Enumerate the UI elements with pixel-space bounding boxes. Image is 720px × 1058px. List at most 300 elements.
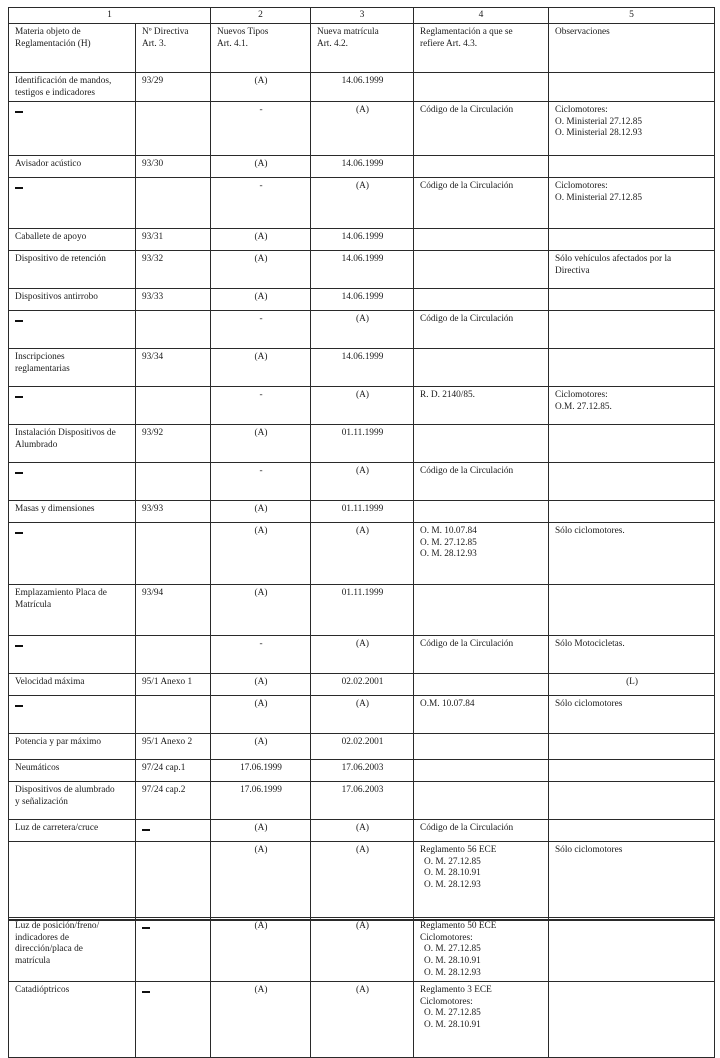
nueva-matricula-value: (A) bbox=[356, 823, 369, 834]
cell-directiva bbox=[136, 782, 211, 820]
nueva-matricula-value: (A) bbox=[356, 390, 369, 401]
table-row bbox=[9, 311, 715, 349]
reglamentacion-line: O. M. 27.12.85 bbox=[420, 537, 477, 548]
observaciones-line: O.M. 27.12.85. bbox=[555, 401, 612, 412]
table-row bbox=[9, 102, 715, 156]
nuevos-tipos-value: (A) bbox=[254, 677, 268, 688]
cell-directiva bbox=[136, 696, 211, 734]
directiva-value: 95/1 Anexo 1 bbox=[142, 677, 193, 688]
nueva-matricula-value: 02.02.2001 bbox=[341, 677, 384, 688]
nueva-matricula-value: 14.06.1999 bbox=[341, 159, 384, 170]
reglamentacion-line: O. M. 27.12.85 bbox=[424, 856, 481, 867]
reglamentacion-line: O. M. 28.10.91 bbox=[424, 868, 481, 879]
cell-nueva-matricula bbox=[311, 696, 414, 734]
cell-reglamentacion bbox=[414, 425, 549, 463]
materia-line: Masas y dimensiones bbox=[15, 504, 95, 515]
directiva-value: 93/33 bbox=[142, 292, 164, 303]
nuevos-tipos-value: (A) bbox=[254, 985, 268, 996]
cell-observaciones bbox=[549, 289, 715, 311]
table-row bbox=[9, 501, 715, 523]
cell-directiva bbox=[136, 73, 211, 102]
observaciones-line: Sólo ciclomotores bbox=[555, 845, 623, 856]
nuevos-tipos-value: 17.06.1999 bbox=[240, 785, 282, 796]
reglamentacion-line: Código de la Circulación bbox=[420, 823, 514, 834]
header-materia bbox=[9, 24, 136, 73]
cell-observaciones bbox=[549, 636, 715, 674]
observaciones-line: Sólo ciclomotores bbox=[555, 699, 623, 710]
dash-mark bbox=[15, 645, 23, 647]
header-line: Nueva matrícula bbox=[317, 27, 379, 37]
cell-nuevos-tipos bbox=[211, 425, 311, 463]
reglamentacion-line: Código de la Circulación bbox=[420, 314, 514, 325]
nuevos-tipos-value: (A) bbox=[254, 352, 268, 363]
cell-nuevos-tipos bbox=[211, 178, 311, 229]
cell-materia bbox=[9, 674, 136, 696]
cell-reglamentacion bbox=[414, 102, 549, 156]
cell-reglamentacion bbox=[414, 820, 549, 842]
nuevos-tipos-value: (A) bbox=[254, 428, 268, 439]
cell-materia bbox=[9, 734, 136, 760]
nuevos-tipos-value: (A) bbox=[254, 737, 268, 748]
dash-mark bbox=[15, 396, 23, 398]
cell-directiva bbox=[136, 636, 211, 674]
cell-directiva bbox=[136, 425, 211, 463]
header-observaciones bbox=[549, 24, 715, 73]
reglamentacion-line: O. M. 27.12.85 bbox=[424, 1008, 481, 1019]
cell-materia bbox=[9, 982, 136, 1058]
cell-materia bbox=[9, 760, 136, 782]
nuevos-tipos-value: - bbox=[259, 466, 263, 477]
cell-nuevos-tipos bbox=[211, 156, 311, 178]
header-nueva-matricula bbox=[311, 24, 414, 73]
materia-line: Alumbrado bbox=[15, 439, 58, 450]
materia-line: dirección/placa de bbox=[15, 944, 83, 955]
cell-nueva-matricula bbox=[311, 251, 414, 289]
materia-line: y señalización bbox=[15, 796, 68, 807]
cell-materia bbox=[9, 289, 136, 311]
cell-materia bbox=[9, 842, 136, 918]
cell-observaciones bbox=[549, 760, 715, 782]
cell-nuevos-tipos bbox=[211, 523, 311, 585]
nueva-matricula-value: (A) bbox=[356, 845, 369, 856]
cell-directiva bbox=[136, 842, 211, 918]
materia-line: testigos e indicadores bbox=[15, 87, 96, 98]
header-line: Nuevos Tipos bbox=[217, 27, 269, 37]
observaciones-line: Ciclomotores: bbox=[555, 390, 608, 401]
reglamentacion-line: Código de la Circulación bbox=[420, 181, 514, 192]
column-number: 3 bbox=[311, 8, 414, 24]
table-row bbox=[9, 696, 715, 734]
cell-reglamentacion bbox=[414, 311, 549, 349]
nuevos-tipos-value: (A) bbox=[254, 76, 268, 86]
cell-observaciones bbox=[549, 585, 715, 636]
table-row bbox=[9, 73, 715, 102]
nuevos-tipos-value: (A) bbox=[254, 588, 268, 599]
table-row bbox=[9, 585, 715, 636]
nuevos-tipos-value: - bbox=[259, 639, 263, 650]
table-row bbox=[9, 178, 715, 229]
header-line: Reglamentación a que se bbox=[420, 27, 513, 37]
column-number: 4 bbox=[414, 8, 549, 24]
directiva-value: 93/94 bbox=[142, 588, 164, 599]
nueva-matricula-value: 14.06.1999 bbox=[341, 254, 384, 265]
header-reglamentacion bbox=[414, 24, 549, 73]
cell-nuevos-tipos bbox=[211, 349, 311, 387]
cell-observaciones bbox=[549, 696, 715, 734]
cell-nuevos-tipos bbox=[211, 311, 311, 349]
cell-observaciones bbox=[549, 251, 715, 289]
table-row bbox=[9, 636, 715, 674]
table-row bbox=[9, 820, 715, 842]
cell-nueva-matricula bbox=[311, 585, 414, 636]
cell-nuevos-tipos bbox=[211, 636, 311, 674]
nuevos-tipos-value: (A) bbox=[254, 254, 268, 265]
cell-nueva-matricula bbox=[311, 102, 414, 156]
cell-materia bbox=[9, 782, 136, 820]
materia-line: Luz de carretera/cruce bbox=[15, 823, 99, 834]
cell-directiva bbox=[136, 463, 211, 501]
cell-observaciones bbox=[549, 229, 715, 251]
cell-nueva-matricula bbox=[311, 73, 414, 102]
cell-directiva bbox=[136, 229, 211, 251]
cell-reglamentacion bbox=[414, 387, 549, 425]
cell-nuevos-tipos bbox=[211, 102, 311, 156]
nueva-matricula-value: 14.06.1999 bbox=[341, 292, 384, 303]
nueva-matricula-value: (A) bbox=[356, 921, 369, 932]
observaciones-line: Ciclomotores: bbox=[555, 181, 608, 192]
materia-line: matrícula bbox=[15, 955, 51, 966]
materia-line: Inscripciones bbox=[15, 352, 65, 363]
cell-nueva-matricula bbox=[311, 387, 414, 425]
cell-nuevos-tipos bbox=[211, 251, 311, 289]
reglamentacion-line: O. M. 28.10.91 bbox=[424, 955, 481, 966]
directiva-value: 93/92 bbox=[142, 428, 164, 439]
header-line: Observaciones bbox=[555, 27, 610, 37]
nueva-matricula-value: (A) bbox=[356, 181, 369, 192]
cell-directiva bbox=[136, 820, 211, 842]
dash-mark bbox=[15, 472, 23, 474]
materia-line: Emplazamiento Placa de bbox=[15, 588, 107, 599]
reglamentacion-line: Código de la Circulación bbox=[420, 639, 514, 650]
cell-observaciones bbox=[549, 156, 715, 178]
cell-materia bbox=[9, 918, 136, 982]
cell-nueva-matricula bbox=[311, 982, 414, 1058]
nueva-matricula-value: 01.11.1999 bbox=[341, 588, 384, 599]
cell-nueva-matricula bbox=[311, 674, 414, 696]
cell-observaciones bbox=[549, 387, 715, 425]
cell-materia bbox=[9, 425, 136, 463]
cell-materia bbox=[9, 229, 136, 251]
dash-mark bbox=[15, 532, 23, 534]
cell-materia bbox=[9, 311, 136, 349]
table-row bbox=[9, 842, 715, 918]
cell-nueva-matricula bbox=[311, 734, 414, 760]
cell-nueva-matricula bbox=[311, 820, 414, 842]
cell-observaciones bbox=[549, 349, 715, 387]
materia-line: Catadióptricos bbox=[15, 985, 70, 996]
cell-nueva-matricula bbox=[311, 842, 414, 918]
column-number: 1 bbox=[9, 8, 211, 24]
cell-nuevos-tipos bbox=[211, 734, 311, 760]
cell-observaciones bbox=[549, 311, 715, 349]
nueva-matricula-value: 14.06.1999 bbox=[341, 352, 384, 363]
cell-observaciones bbox=[549, 463, 715, 501]
reglamentacion-line: O. M. 10.07.84 bbox=[420, 526, 477, 537]
reglamentacion-line: Código de la Circulación bbox=[420, 105, 514, 116]
materia-line: reglamentarias bbox=[15, 363, 70, 374]
directiva-value: 95/1 Anexo 2 bbox=[142, 737, 193, 748]
nuevos-tipos-value: (A) bbox=[254, 845, 268, 856]
cell-materia bbox=[9, 636, 136, 674]
nueva-matricula-value: (A) bbox=[356, 985, 369, 996]
cell-nueva-matricula bbox=[311, 178, 414, 229]
observaciones-line: O. Ministerial 27.12.85 bbox=[555, 116, 643, 127]
nuevos-tipos-value: - bbox=[259, 105, 263, 116]
observaciones-line: Directiva bbox=[555, 265, 590, 276]
column-number: 5 bbox=[549, 8, 715, 24]
cell-reglamentacion bbox=[414, 696, 549, 734]
cell-materia bbox=[9, 73, 136, 102]
nuevos-tipos-value: (A) bbox=[254, 921, 268, 932]
nuevos-tipos-value: (A) bbox=[254, 699, 268, 710]
cell-directiva bbox=[136, 734, 211, 760]
header-line: Nº Directiva bbox=[142, 27, 189, 37]
nueva-matricula-value: 14.06.1999 bbox=[341, 76, 384, 86]
cell-nuevos-tipos bbox=[211, 696, 311, 734]
table-row bbox=[9, 349, 715, 387]
cell-nuevos-tipos bbox=[211, 387, 311, 425]
nueva-matricula-value: 17.06.2003 bbox=[341, 785, 384, 796]
cell-nueva-matricula bbox=[311, 501, 414, 523]
table-row bbox=[9, 289, 715, 311]
cell-materia bbox=[9, 501, 136, 523]
cell-materia bbox=[9, 251, 136, 289]
dash-mark bbox=[142, 829, 150, 831]
dash-mark bbox=[15, 187, 23, 189]
cell-reglamentacion bbox=[414, 73, 549, 102]
dash-mark bbox=[15, 705, 23, 707]
nuevos-tipos-value: (A) bbox=[254, 504, 268, 515]
cell-nuevos-tipos bbox=[211, 820, 311, 842]
cell-materia bbox=[9, 387, 136, 425]
reglamentacion-line: O. M. 28.12.93 bbox=[420, 549, 477, 560]
cell-nueva-matricula bbox=[311, 425, 414, 463]
cell-reglamentacion bbox=[414, 289, 549, 311]
reglamentacion-line: O. M. 27.12.85 bbox=[424, 944, 481, 955]
reglamentacion-line: O. M. 28.10.91 bbox=[424, 1019, 481, 1030]
observaciones-line: Sólo vehículos afectados por la bbox=[555, 254, 672, 265]
cell-nuevos-tipos bbox=[211, 73, 311, 102]
cell-materia bbox=[9, 178, 136, 229]
cell-reglamentacion bbox=[414, 982, 549, 1058]
cell-directiva bbox=[136, 585, 211, 636]
header-line: Art. 4.1. bbox=[217, 38, 248, 49]
regulation-table bbox=[8, 7, 715, 1058]
cell-reglamentacion bbox=[414, 251, 549, 289]
observaciones-line: Sólo Motocicletas. bbox=[555, 639, 625, 650]
reglamentacion-line: Reglamento 56 ECE bbox=[420, 845, 497, 856]
nueva-matricula-value: 17.06.2003 bbox=[341, 763, 384, 774]
cell-nuevos-tipos bbox=[211, 782, 311, 820]
cell-observaciones bbox=[549, 73, 715, 102]
nueva-matricula-value: (A) bbox=[356, 639, 369, 650]
header-directiva bbox=[136, 24, 211, 73]
materia-line: Neumáticos bbox=[15, 763, 60, 774]
materia-line: Dispositivos antirrobo bbox=[15, 292, 98, 303]
cell-nueva-matricula bbox=[311, 311, 414, 349]
cell-observaciones bbox=[549, 734, 715, 760]
cell-materia bbox=[9, 102, 136, 156]
cell-nueva-matricula bbox=[311, 636, 414, 674]
cell-reglamentacion bbox=[414, 501, 549, 523]
table-row bbox=[9, 782, 715, 820]
nueva-matricula-value: 02.02.2001 bbox=[341, 737, 384, 748]
observaciones-line: (L) bbox=[626, 677, 638, 688]
cell-observaciones bbox=[549, 782, 715, 820]
cell-directiva bbox=[136, 178, 211, 229]
cell-reglamentacion bbox=[414, 585, 549, 636]
nueva-matricula-value: (A) bbox=[356, 466, 369, 477]
column-number-row bbox=[9, 8, 715, 24]
cell-materia bbox=[9, 820, 136, 842]
materia-line: Velocidad máxima bbox=[15, 677, 85, 688]
table-row bbox=[9, 229, 715, 251]
materia-line: Matrícula bbox=[15, 599, 52, 610]
cell-nueva-matricula bbox=[311, 782, 414, 820]
nueva-matricula-value: 01.11.1999 bbox=[341, 428, 384, 439]
cell-observaciones bbox=[549, 425, 715, 463]
reglamentacion-line: O.M. 10.07.84 bbox=[420, 699, 475, 710]
directiva-value: 97/24 cap.1 bbox=[142, 763, 186, 774]
nuevos-tipos-value: - bbox=[259, 181, 263, 192]
cell-directiva bbox=[136, 289, 211, 311]
materia-line: Dispositivo de retención bbox=[15, 254, 106, 265]
dash-mark bbox=[142, 991, 150, 993]
cell-directiva bbox=[136, 387, 211, 425]
cell-reglamentacion bbox=[414, 782, 549, 820]
nuevos-tipos-value: (A) bbox=[254, 232, 268, 243]
header-line: Art. 3. bbox=[142, 38, 167, 49]
directiva-value: 93/29 bbox=[142, 76, 164, 86]
cell-nueva-matricula bbox=[311, 229, 414, 251]
materia-line: Potencia y par máximo bbox=[15, 737, 101, 748]
table-row bbox=[9, 523, 715, 585]
header-nuevos-tipos bbox=[211, 24, 311, 73]
reglamentacion-line: Reglamento 50 ECE bbox=[420, 921, 497, 932]
cell-directiva bbox=[136, 760, 211, 782]
cell-reglamentacion bbox=[414, 523, 549, 585]
nueva-matricula-value: (A) bbox=[356, 526, 369, 537]
cell-nuevos-tipos bbox=[211, 501, 311, 523]
materia-line: Caballete de apoyo bbox=[15, 232, 87, 243]
cell-nuevos-tipos bbox=[211, 463, 311, 501]
nuevos-tipos-value: - bbox=[259, 390, 263, 401]
cell-reglamentacion bbox=[414, 178, 549, 229]
table-row bbox=[9, 918, 715, 982]
table-row bbox=[9, 674, 715, 696]
table-row bbox=[9, 734, 715, 760]
materia-line: Avisador acústico bbox=[15, 159, 82, 170]
observaciones-line: O. Ministerial 27.12.85 bbox=[555, 192, 643, 203]
observaciones-line: Sólo ciclomotores. bbox=[555, 526, 625, 537]
cell-nueva-matricula bbox=[311, 289, 414, 311]
cell-observaciones bbox=[549, 674, 715, 696]
cell-directiva bbox=[136, 251, 211, 289]
cell-reglamentacion bbox=[414, 674, 549, 696]
nueva-matricula-value: 01.11.1999 bbox=[341, 504, 384, 515]
cell-reglamentacion bbox=[414, 734, 549, 760]
reglamentacion-line: O. M. 28.12.93 bbox=[424, 967, 481, 978]
cell-reglamentacion bbox=[414, 918, 549, 982]
table-row bbox=[9, 760, 715, 782]
directiva-value: 97/24 cap.2 bbox=[142, 785, 186, 796]
table-row bbox=[9, 251, 715, 289]
cell-directiva bbox=[136, 523, 211, 585]
cell-directiva bbox=[136, 674, 211, 696]
directiva-value: 93/31 bbox=[142, 232, 164, 243]
cell-reglamentacion bbox=[414, 463, 549, 501]
nueva-matricula-value: 14.06.1999 bbox=[341, 232, 384, 243]
directiva-value: 93/93 bbox=[142, 504, 164, 515]
cell-materia bbox=[9, 463, 136, 501]
cell-materia bbox=[9, 349, 136, 387]
cell-observaciones bbox=[549, 820, 715, 842]
cell-directiva bbox=[136, 156, 211, 178]
table-row bbox=[9, 463, 715, 501]
cell-nuevos-tipos bbox=[211, 674, 311, 696]
header-line: refiere Art. 4.3. bbox=[420, 38, 478, 49]
reglamentacion-line: R. D. 2140/85. bbox=[420, 390, 476, 401]
cell-reglamentacion bbox=[414, 349, 549, 387]
cell-materia bbox=[9, 156, 136, 178]
cell-reglamentacion bbox=[414, 760, 549, 782]
header-line: Materia objeto de bbox=[15, 27, 81, 37]
dash-mark bbox=[142, 927, 150, 929]
directiva-value: 93/30 bbox=[142, 159, 164, 170]
header-row bbox=[9, 24, 715, 73]
cell-nuevos-tipos bbox=[211, 585, 311, 636]
cell-materia bbox=[9, 585, 136, 636]
cell-observaciones bbox=[549, 842, 715, 918]
reglamentacion-line: Reglamento 3 ECE bbox=[420, 985, 492, 996]
bottom-rule bbox=[8, 919, 714, 921]
directiva-value: 93/34 bbox=[142, 352, 164, 363]
reglamentacion-line: Ciclomotores: bbox=[420, 996, 473, 1007]
cell-observaciones bbox=[549, 102, 715, 156]
dash-mark bbox=[15, 111, 23, 113]
observaciones-line: O. Ministerial 28.12.93 bbox=[555, 128, 643, 139]
cell-reglamentacion bbox=[414, 636, 549, 674]
header-line: Art. 4.2. bbox=[317, 38, 348, 49]
header-line: Reglamentación (H) bbox=[15, 38, 91, 49]
cell-materia bbox=[9, 696, 136, 734]
materia-line: Instalación Dispositivos de bbox=[15, 428, 116, 439]
cell-nuevos-tipos bbox=[211, 842, 311, 918]
cell-reglamentacion bbox=[414, 229, 549, 251]
nuevos-tipos-value: (A) bbox=[254, 292, 268, 303]
directiva-value: 93/32 bbox=[142, 254, 164, 265]
cell-nuevos-tipos bbox=[211, 289, 311, 311]
reglamentacion-line: O. M. 28.12.93 bbox=[424, 879, 481, 890]
cell-nueva-matricula bbox=[311, 156, 414, 178]
column-number: 2 bbox=[211, 8, 311, 24]
nuevos-tipos-value: (A) bbox=[254, 526, 268, 537]
cell-directiva bbox=[136, 102, 211, 156]
cell-nuevos-tipos bbox=[211, 918, 311, 982]
materia-line: Luz de posición/freno/ bbox=[15, 921, 100, 932]
table-row bbox=[9, 156, 715, 178]
nueva-matricula-value: (A) bbox=[356, 314, 369, 325]
